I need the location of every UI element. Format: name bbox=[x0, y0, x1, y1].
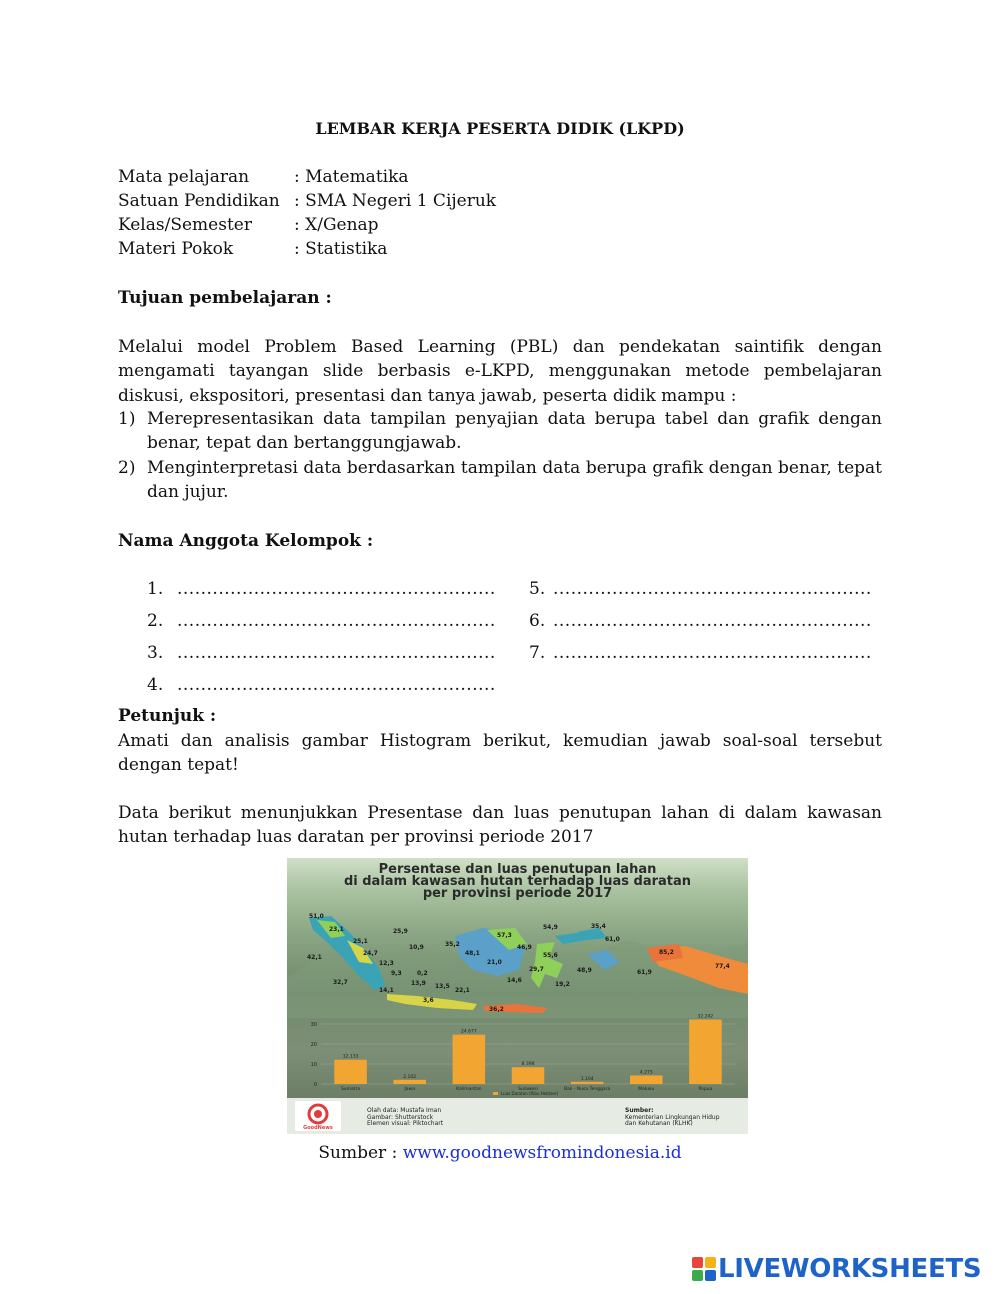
meta-row-subject bbox=[118, 165, 409, 189]
x-tick-label: Maluku bbox=[638, 1087, 655, 1092]
member-field-2[interactable] bbox=[147, 609, 496, 633]
member-field-6[interactable] bbox=[529, 609, 872, 633]
meta-label: Materi Pokok bbox=[118, 239, 234, 259]
credit-bar bbox=[287, 1098, 748, 1134]
meta-row-school bbox=[118, 189, 496, 213]
map-label: 19,2 bbox=[555, 981, 570, 988]
map-label: 25,9 bbox=[393, 928, 408, 935]
member-field-7[interactable] bbox=[529, 641, 872, 665]
y-tick-label: 0 bbox=[313, 1082, 317, 1088]
map-label: 13,9 bbox=[411, 980, 426, 987]
member-number: 4. bbox=[147, 675, 164, 695]
member-field-4[interactable] bbox=[147, 673, 496, 697]
map-label: 85,2 bbox=[659, 949, 674, 956]
meta-value: : X/Genap bbox=[294, 215, 379, 235]
infographic bbox=[287, 858, 748, 1134]
map-label: 35,4 bbox=[591, 923, 606, 930]
meta-label: Mata pelajaran bbox=[118, 167, 250, 187]
bar-value-label: 8.398 bbox=[521, 1062, 535, 1068]
meta-value: : SMA Negeri 1 Cijeruk bbox=[294, 191, 497, 211]
infographic-title-line: per provinsi periode 2017 bbox=[422, 886, 613, 901]
map-label: 29,7 bbox=[529, 966, 544, 973]
map-label: 35,2 bbox=[445, 941, 460, 948]
credit-line: Elemen visual: Piktochart bbox=[367, 1120, 444, 1127]
bar bbox=[453, 1035, 486, 1084]
member-blank[interactable]: ...................................................... bbox=[553, 611, 872, 631]
bar-value-label: 32.242 bbox=[697, 1014, 714, 1020]
y-tick-label: 10 bbox=[310, 1062, 317, 1068]
objectives-intro: Melalui model Problem Based Learning (PBL) dan pendekatan saintifik dengan mengamati tayangan slide berbasis e-LKPD, menggunakan metode pembelajaran diskusi, ekspositori, presentasi dan tanya jawab, peserta didik mampu : bbox=[118, 337, 882, 406]
bar-value-label: 24.677 bbox=[460, 1029, 477, 1035]
map-label: 10,9 bbox=[409, 944, 424, 951]
bar-value-label: 4.275 bbox=[639, 1070, 653, 1076]
map-label: 51,0 bbox=[309, 913, 324, 920]
bar bbox=[630, 1075, 663, 1084]
instructions-heading: Petunjuk : bbox=[118, 706, 217, 726]
map-label: 46,9 bbox=[517, 944, 532, 951]
logo-text: GoodNews bbox=[303, 1125, 333, 1131]
member-blank[interactable]: ...................................................... bbox=[177, 611, 496, 631]
member-number: 5. bbox=[529, 579, 546, 599]
map-label: 9,3 bbox=[391, 970, 402, 977]
x-tick-label: Papua bbox=[698, 1087, 713, 1092]
meta-row-topic bbox=[118, 237, 387, 261]
map-label: 77,4 bbox=[715, 963, 730, 970]
bar bbox=[689, 1020, 722, 1084]
member-number: 6. bbox=[529, 611, 546, 631]
source-line bbox=[0, 1141, 1000, 1165]
x-tick-label: Kalimantan bbox=[456, 1087, 482, 1092]
bar bbox=[393, 1080, 426, 1084]
bar-value-label: 2.102 bbox=[403, 1074, 417, 1080]
meta-label: Kelas/Semester bbox=[118, 215, 252, 235]
credits-left bbox=[367, 1108, 443, 1128]
bar bbox=[512, 1067, 545, 1084]
objective-item bbox=[118, 407, 882, 456]
bar-value-label: 1.104 bbox=[580, 1076, 594, 1082]
x-tick-label: Bali - Nusa Tenggara bbox=[564, 1087, 611, 1092]
meta-row-class bbox=[118, 213, 379, 237]
infographic-title-line: di dalam kawasan hutan terhadap luas daratan bbox=[343, 874, 692, 889]
map-label: 14,1 bbox=[379, 987, 394, 994]
objective-number: 2) bbox=[118, 458, 136, 478]
credit-line: Gambar: Shutterstock bbox=[367, 1113, 434, 1121]
member-field-3[interactable] bbox=[147, 641, 496, 665]
map-label: 32,7 bbox=[333, 979, 348, 986]
objective-item bbox=[118, 456, 882, 505]
member-number: 1. bbox=[147, 579, 164, 599]
objective-text: Menginterpretasi data berdasarkan tampilan data berupa grafik dengan benar, tepat dan jujur. bbox=[147, 458, 882, 503]
meta-value: : Matematika bbox=[294, 167, 409, 187]
liveworksheets-logo-icon bbox=[692, 1257, 716, 1281]
member-blank[interactable]: ...................................................... bbox=[177, 675, 496, 695]
map-label: 48,1 bbox=[465, 950, 480, 957]
meta-label: Satuan Pendidikan bbox=[118, 191, 280, 211]
credit-line: Kementerian Lingkungan Hidup bbox=[625, 1113, 720, 1121]
credit-line: Olah data: Mustafa Iman bbox=[367, 1107, 442, 1114]
bar bbox=[571, 1082, 604, 1084]
source-label: Sumber : bbox=[318, 1143, 403, 1163]
bar bbox=[334, 1060, 367, 1084]
y-tick-label: 30 bbox=[310, 1022, 317, 1028]
goodnews-logo-icon bbox=[295, 1101, 341, 1131]
bar-chart bbox=[297, 1008, 741, 1096]
map-label: 25,1 bbox=[353, 938, 368, 945]
member-field-5[interactable] bbox=[529, 577, 872, 601]
map-label: 21,0 bbox=[487, 959, 502, 966]
meta-value: : Statistika bbox=[294, 239, 388, 259]
map-label: 3,6 bbox=[423, 997, 434, 1004]
map-label: 61,9 bbox=[637, 969, 652, 976]
instructions-text: Amati dan analisis gambar Histogram berikut, kemudian jawab soal-soal tersebut dengan tepat! bbox=[118, 731, 882, 776]
map-label: 14,6 bbox=[507, 977, 522, 984]
members-heading: Nama Anggota Kelompok : bbox=[118, 531, 374, 551]
map-label: 24,7 bbox=[363, 950, 378, 957]
map-label: 23,1 bbox=[329, 926, 344, 933]
map-label: 36,2 bbox=[489, 1006, 504, 1013]
credit-line: dan Kehutanan (KLHK) bbox=[625, 1120, 693, 1127]
legend-label: Luas Daratan (Ribu Hektare) bbox=[501, 1091, 559, 1096]
member-number: 3. bbox=[147, 643, 164, 663]
credit-line: Sumber: bbox=[625, 1107, 654, 1114]
map-label: 12,3 bbox=[379, 960, 394, 967]
page-title: LEMBAR KERJA PESERTA DIDIK (LKPD) bbox=[315, 119, 685, 138]
map-label: 48,9 bbox=[577, 967, 592, 974]
member-number: 2. bbox=[147, 611, 164, 631]
map-label: 54,9 bbox=[543, 924, 558, 931]
objective-number: 1) bbox=[118, 409, 136, 429]
goodnews-logo bbox=[295, 1101, 341, 1131]
y-tick-label: 20 bbox=[310, 1042, 317, 1048]
x-tick-label: Sulawesi bbox=[518, 1087, 538, 1092]
member-field-1[interactable] bbox=[147, 577, 496, 601]
x-tick-label: Sumatra bbox=[340, 1087, 361, 1092]
x-tick-label: Jawa bbox=[404, 1087, 415, 1092]
member-blank[interactable]: ...................................................... bbox=[177, 579, 496, 599]
map-label: 55,6 bbox=[543, 952, 558, 959]
member-number: 7. bbox=[529, 643, 546, 663]
map-label: 0,2 bbox=[417, 970, 428, 977]
map-label: 61,0 bbox=[605, 936, 620, 943]
map-label: 22,1 bbox=[455, 987, 470, 994]
credits-right bbox=[625, 1108, 720, 1128]
member-blank[interactable]: ...................................................... bbox=[553, 579, 872, 599]
data-intro: Data berikut menunjukkan Presentase dan luas penutupan lahan di dalam kawasan hutan terhadap luas daratan per provinsi periode 2017 bbox=[118, 803, 882, 848]
legend-swatch bbox=[493, 1092, 498, 1095]
member-blank[interactable]: ...................................................... bbox=[553, 643, 872, 663]
objective-text: Merepresentasikan data tampilan penyajian data berupa tabel dan grafik dengan benar, tepat dan bertanggungjawab. bbox=[147, 409, 882, 454]
brand-name: LIVEWORKSHEETS bbox=[718, 1254, 982, 1284]
map-label: 57,3 bbox=[497, 932, 512, 939]
objectives-heading: Tujuan pembelajaran : bbox=[118, 288, 332, 308]
bar-value-label: 12.133 bbox=[342, 1054, 359, 1060]
map-label: 13,5 bbox=[435, 983, 450, 990]
map-label: 42,1 bbox=[307, 954, 322, 961]
source-link[interactable]: www.goodnewsfromindonesia.id bbox=[402, 1143, 682, 1163]
member-blank[interactable]: ...................................................... bbox=[177, 643, 496, 663]
infographic-title-line: Persentase dan luas penutupan lahan bbox=[378, 862, 657, 877]
